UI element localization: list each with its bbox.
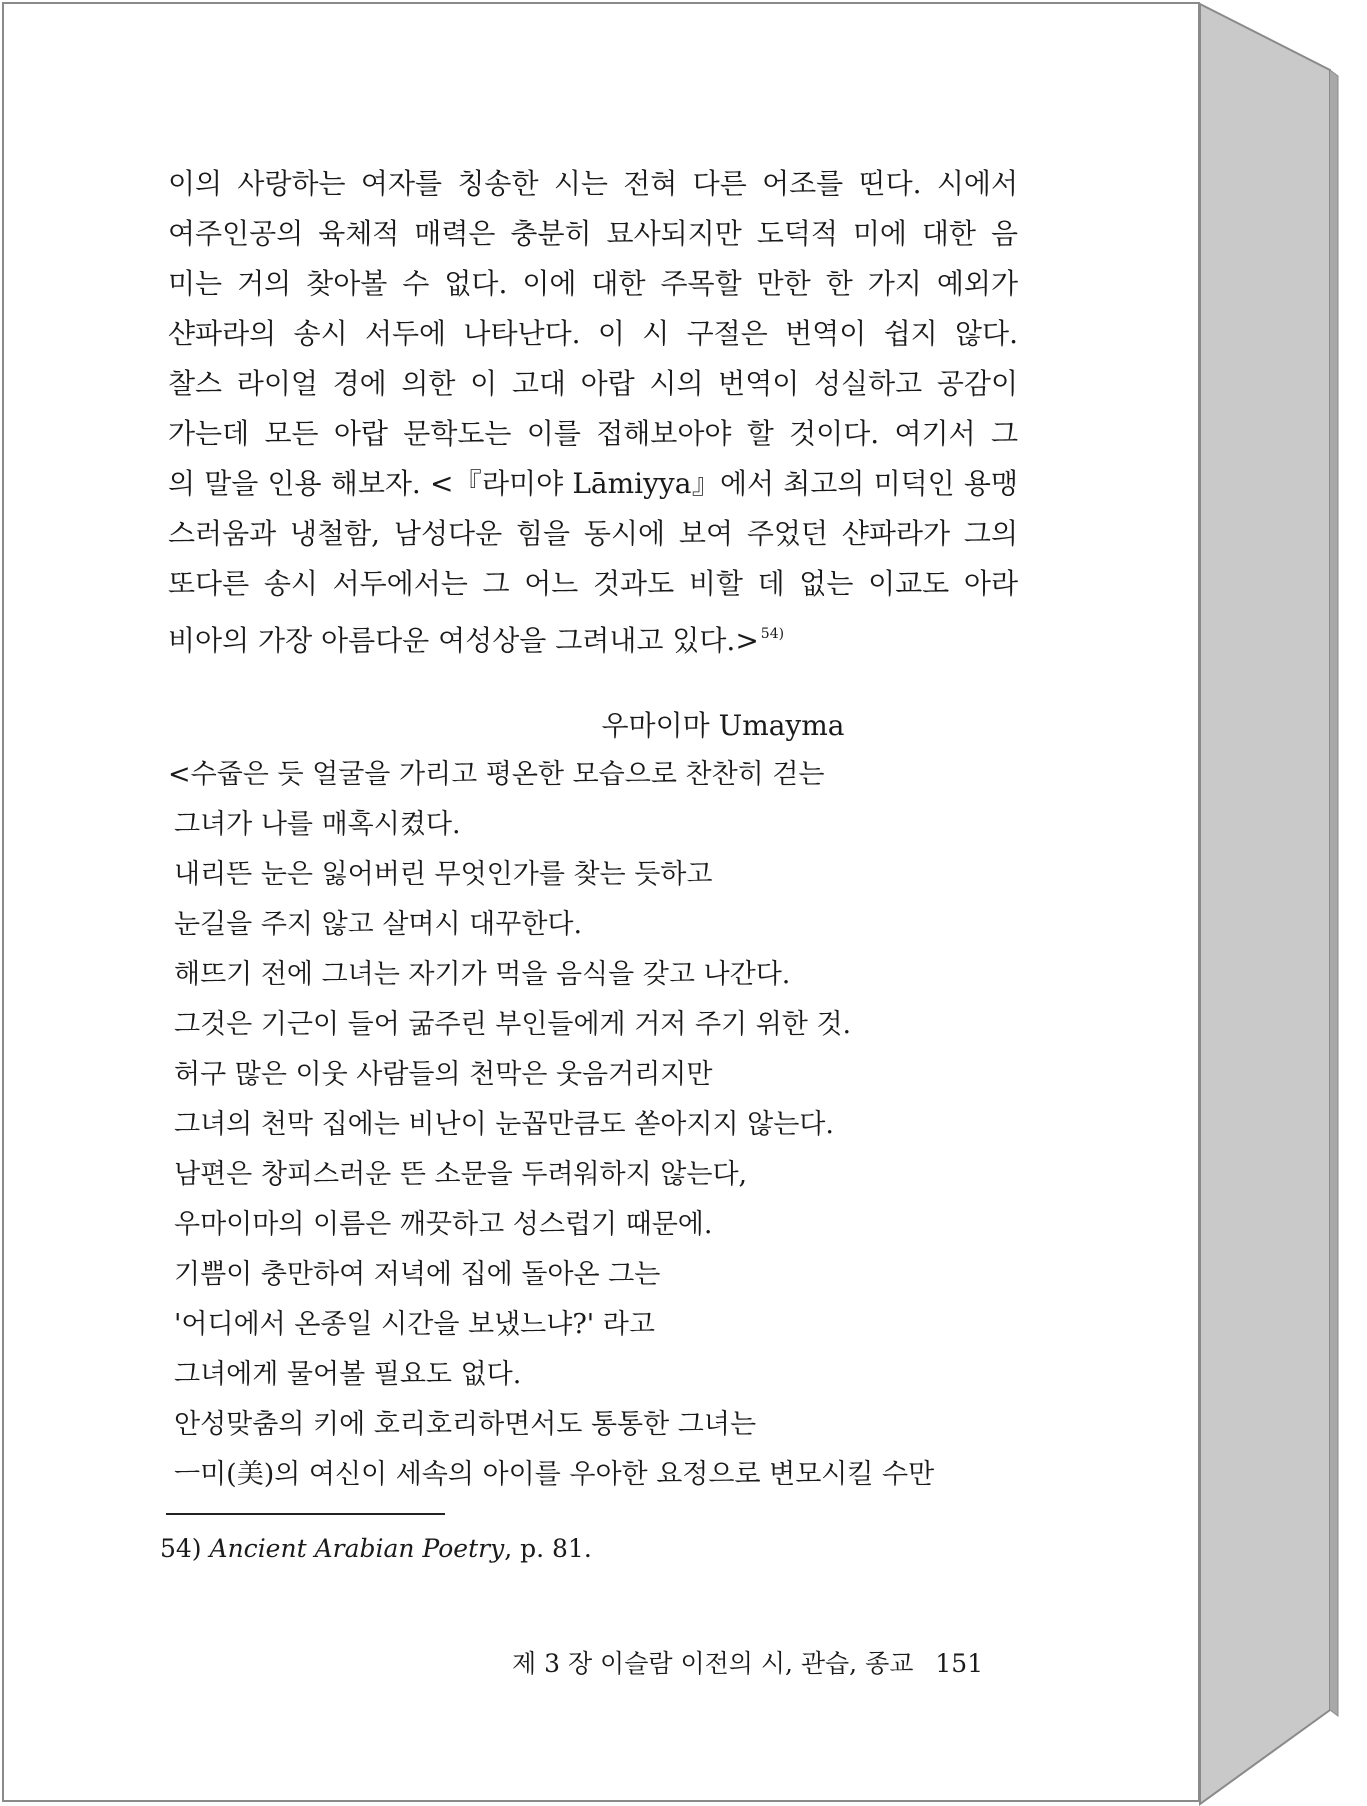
running-footer xyxy=(512,1644,983,1680)
chapter-title: 제 3 장 이슬람 이전의 시, 관습, 종교 xyxy=(512,1649,914,1678)
footnote-source-title: Ancient Arabian Poetry xyxy=(209,1534,505,1563)
poem-line: 안성맞춤의 키에 호리호리하면서도 통통한 그녀는 xyxy=(174,1409,757,1440)
poem-title: 우마이마 Umayma xyxy=(601,709,845,742)
poem-line: 눈길을 주지 않고 살며시 대꾸한다. xyxy=(174,909,583,940)
poem-line: 그것은 기근이 들어 굶주린 부인들에게 거저 주기 위한 것. xyxy=(174,1009,852,1040)
poem-line: 내리뜬 눈은 잃어버린 무엇인가를 찾는 듯하고 xyxy=(174,859,713,890)
body-line: 미는 거의 찾아볼 수 없다. 이에 대한 주목할 만한 한 가지 예외가 xyxy=(168,267,1018,300)
book-page xyxy=(2,2,1200,1802)
body-line-last xyxy=(168,609,784,666)
body-line: 스러움과 냉철함, 남성다운 힘을 동시에 보여 주었던 샨파라가 그의 xyxy=(168,517,1018,550)
footnote-reference: 54) xyxy=(760,626,785,642)
body-line: 가는데 모든 아랍 문학도는 이를 접해보아야 할 것이다. 여기서 그 xyxy=(168,417,1018,450)
body-line: 찰스 라이얼 경에 의한 이 고대 아랍 시의 번역이 성실하고 공감이 xyxy=(168,367,1018,400)
poem-line: 우마이마의 이름은 깨끗하고 성스럽기 때문에. xyxy=(174,1209,713,1240)
body-line: 샨파라의 송시 서두에 나타난다. 이 시 구절은 번역이 쉽지 않다. xyxy=(168,317,1018,350)
poem-line: 그녀가 나를 매혹시켰다. xyxy=(174,809,461,840)
footnote-number: 54) xyxy=(160,1534,202,1563)
footnote xyxy=(160,1534,592,1563)
body-line: 여주인공의 육체적 매력은 충분히 묘사되지만 도덕적 미에 대한 음 xyxy=(168,217,1018,250)
poem-line: 그녀에게 물어볼 필요도 없다. xyxy=(174,1359,522,1390)
body-line: 또다른 송시 서두에서는 그 어느 것과도 비할 데 없는 이교도 아라 xyxy=(168,567,1018,600)
body-last-text: 비아의 가장 아름다운 여성상을 그려내고 있다.> xyxy=(168,624,759,657)
body-line: 의 말을 인용 해보자. <『라미야 Lāmiyya』에서 최고의 미덕인 용맹 xyxy=(168,467,1018,500)
poem-line: '어디에서 온종일 시간을 보냈느냐?' 라고 xyxy=(174,1309,655,1340)
page-number: 151 xyxy=(935,1649,984,1678)
poem-line: ㅡ미(美)의 여신이 세속의 아이를 우아한 요정으로 변모시킬 수만 xyxy=(174,1459,935,1490)
footnote-divider xyxy=(166,1513,445,1515)
poem-line: 그녀의 천막 집에는 비난이 눈꼽만큼도 쏟아지지 않는다. xyxy=(174,1109,834,1140)
footnote-page-ref: , p. 81. xyxy=(504,1534,592,1563)
poem-line: 남편은 창피스러운 뜬 소문을 두려워하지 않는다, xyxy=(174,1159,748,1190)
poem-line: 기쁨이 충만하여 저녁에 집에 돌아온 그는 xyxy=(174,1259,661,1290)
body-line: 이의 사랑하는 여자를 칭송한 시는 전혀 다른 어조를 띤다. 시에서 xyxy=(168,167,1018,200)
poem-line: <수줍은 듯 얼굴을 가리고 평온한 모습으로 찬찬히 걷는 xyxy=(168,759,825,790)
poem-line: 허구 많은 이웃 사람들의 천막은 웃음거리지만 xyxy=(174,1059,713,1090)
poem-line: 해뜨기 전에 그녀는 자기가 먹을 음식을 갖고 나간다. xyxy=(174,959,791,990)
